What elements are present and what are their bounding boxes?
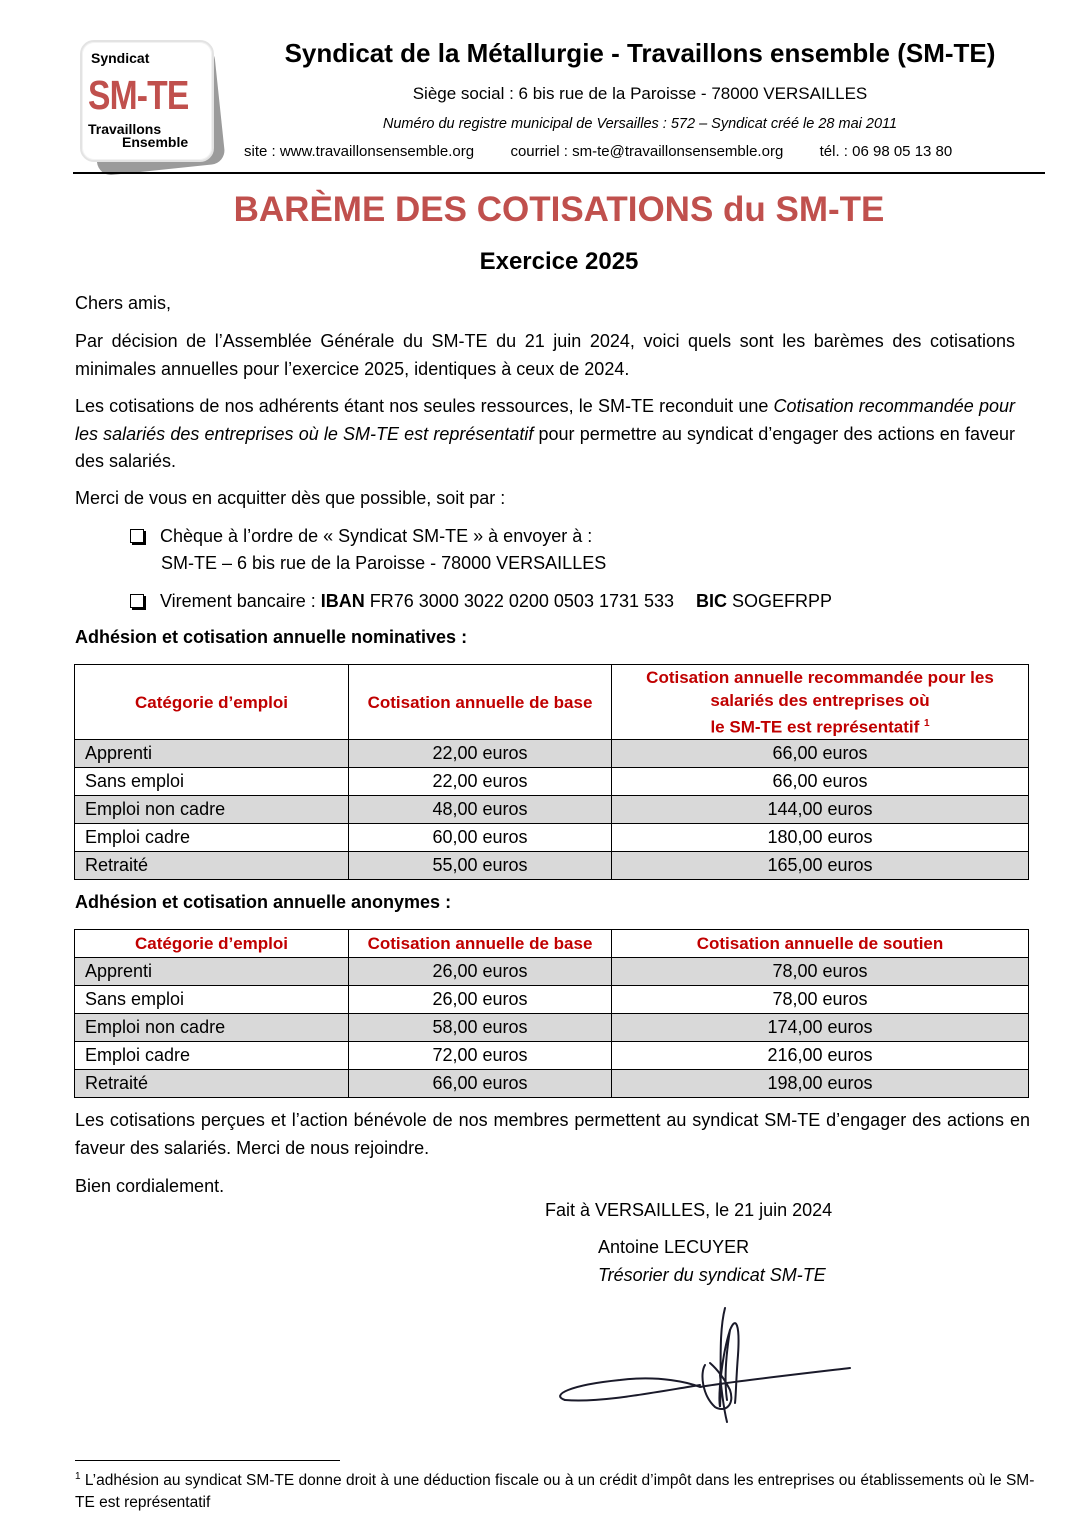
- signatory-role: Trésorier du syndicat SM-TE: [598, 1265, 826, 1285]
- para2-end: pour permettre au syndicat d’engager des actions en faveur des salariés.: [75, 423, 1015, 471]
- table-row: Emploi cadre 72,00 euros 216,00 euros: [75, 1042, 1029, 1070]
- document-subtitle: Exercice 2025: [479, 248, 639, 275]
- table-row: Sans emploi 22,00 euros 66,00 euros: [75, 768, 1029, 796]
- table-row: Retraité 55,00 euros 165,00 euros: [75, 852, 1029, 880]
- checkbox-icon: [130, 594, 144, 608]
- iban-label: IBAN: [320, 591, 365, 611]
- column-header-category: Catégorie d’emploi: [75, 930, 349, 958]
- para2-italic: Cotisation recommandée pour les salariés des entreprises où le SM-TE est représentatif: [75, 396, 1015, 444]
- email-link[interactable]: courriel : sm-te@travaillonsensemble.org: [510, 143, 784, 160]
- greeting: Chers amis,: [75, 293, 172, 313]
- bic-value: SOGEFRPP: [727, 591, 833, 611]
- place-date: Fait à VERSAILLES, le 21 juin 2024: [545, 1200, 833, 1220]
- column-header-base: Cotisation annuelle de base: [349, 930, 612, 958]
- nominative-fees-table: [74, 664, 1029, 880]
- cheque-line2: SM-TE – 6 bis rue de la Paroisse - 78000 VERSAILLES: [161, 553, 607, 573]
- table-row: Apprenti 22,00 euros 66,00 euros: [75, 740, 1029, 768]
- para2-start: Les cotisations de nos adhérents étant nos seules ressources, le SM-TE reconduit une: [75, 396, 774, 416]
- logo-text-bottom2: Ensemble: [122, 134, 189, 150]
- bic-label: BIC: [696, 591, 728, 611]
- regards: Bien cordialement.: [75, 1176, 225, 1196]
- header-divider: [73, 172, 1045, 174]
- payment-method-cheque: [130, 523, 606, 577]
- checkbox-icon: [130, 529, 144, 543]
- signatory-name: Antoine LECUYER: [598, 1237, 750, 1257]
- column-header-category: Catégorie d’emploi: [75, 665, 349, 740]
- paragraph-resources: [75, 393, 1015, 476]
- head-office-address: Siège social : 6 bis rue de la Paroisse - 78000 VERSAILLES: [412, 84, 868, 103]
- table-row: Emploi non cadre 48,00 euros 144,00 euros: [75, 796, 1029, 824]
- footnote: [75, 1466, 1050, 1514]
- column-header-support: Cotisation annuelle de soutien: [612, 930, 1029, 958]
- column-header-base: Cotisation annuelle de base: [349, 665, 612, 740]
- anonymous-table-heading: Adhésion et cotisation annuelle anonymes :: [75, 892, 452, 912]
- contact-line: [244, 143, 952, 160]
- footnote-text: L’adhésion au syndicat SM-TE donne droit à une déduction fiscale ou à un crédit d’impôt dans les entreprises ou établissements où le SM-TE est représentatif: [75, 1472, 1035, 1512]
- logo-text-top: Syndicat: [91, 50, 150, 66]
- closing-paragraph: Les cotisations perçues et l’action bénévole de nos membres permettent au syndicat SM-TE d’engager des actions en faveur des salariés. Merci de nous rejoindre.: [75, 1110, 1030, 1158]
- paragraph-decision: Par décision de l’Assemblée Générale du SM-TE du 21 juin 2024, voici quels sont les barèmes des cotisations minimales annuelles pour l’exercice 2025, identiques à ceux de 2024.: [75, 331, 1015, 379]
- table-row: Emploi cadre 60,00 euros 180,00 euros: [75, 824, 1029, 852]
- payment-intro: Merci de vous en acquitter dès que possible, soit par :: [75, 488, 506, 508]
- payment-method-transfer: [130, 588, 832, 615]
- footnote-mark: 1: [75, 1471, 81, 1482]
- table-row: Sans emploi 26,00 euros 78,00 euros: [75, 986, 1029, 1014]
- footnote-divider: [75, 1460, 340, 1461]
- table-row: Emploi non cadre 58,00 euros 174,00 euros: [75, 1014, 1029, 1042]
- logo-text-bottom1: Travaillons: [88, 121, 162, 137]
- column-header-recommended: Cotisation annuelle recommandée pour les salariés des entreprises où le SM-TE est représentatif $^1$: [612, 665, 1029, 740]
- footnote-ref[interactable]: 1: [923, 717, 930, 729]
- table-row: Apprenti 26,00 euros 78,00 euros: [75, 958, 1029, 986]
- website-link[interactable]: site : www.travaillonsensemble.org: [244, 143, 475, 160]
- organization-title: Syndicat de la Métallurgie - Travaillons ensemble (SM-TE): [284, 38, 996, 68]
- anonymous-fees-table: [74, 929, 1029, 1098]
- registry-info: Numéro du registre municipal de Versailles : 572 – Syndicat créé le 28 mai 2011: [382, 116, 898, 132]
- signature-image: [540, 1295, 870, 1445]
- document-title: BARÈME DES COTISATIONS du SM-TE: [233, 190, 885, 229]
- transfer-prefix: Virement bancaire :: [160, 591, 321, 611]
- nominative-table-heading: Adhésion et cotisation annuelle nominatives :: [75, 627, 468, 647]
- table-row: Retraité 66,00 euros 198,00 euros: [75, 1070, 1029, 1098]
- phone-number: tél. : 06 98 05 13 80: [819, 143, 953, 160]
- cheque-line1: Chèque à l’ordre de « Syndicat SM-TE » à envoyer à :: [160, 526, 593, 546]
- logo-text-main: SM-TE: [88, 72, 189, 118]
- iban-value: FR76 3000 3022 0200 0503 1731 533: [364, 591, 675, 611]
